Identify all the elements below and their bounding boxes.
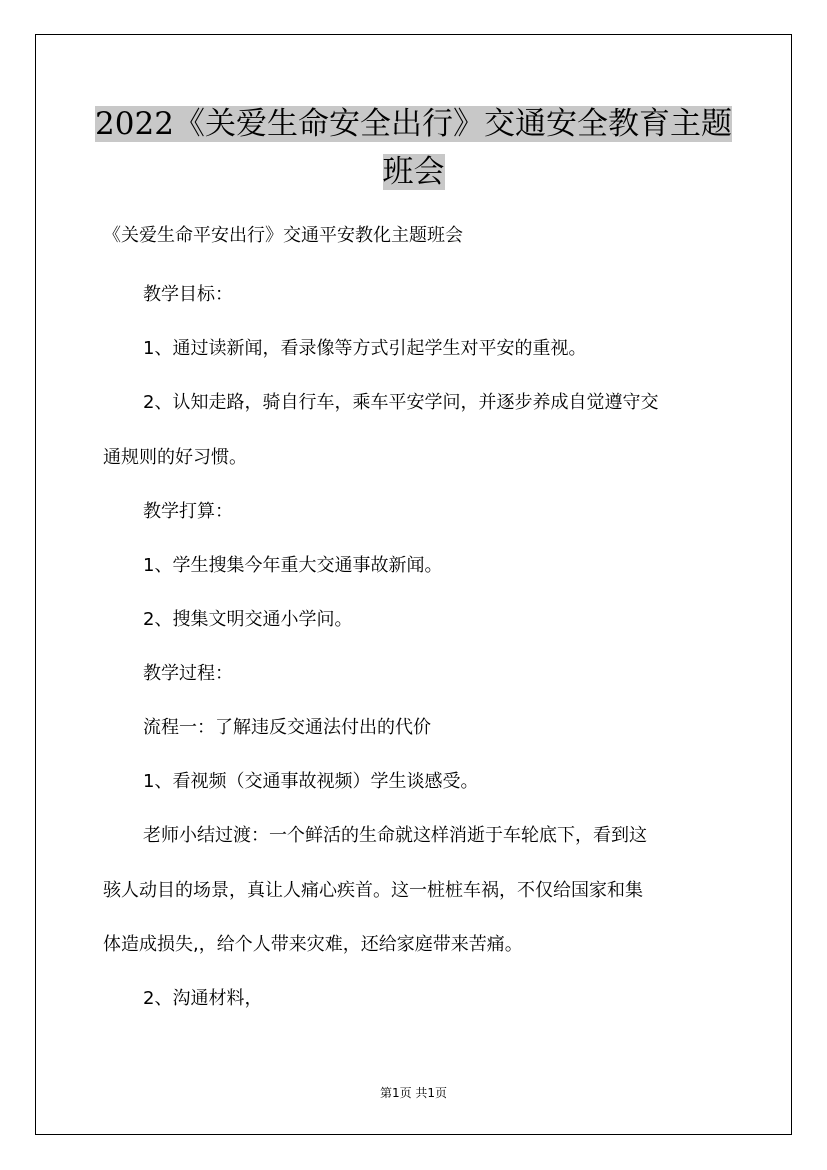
paragraph: 1、学生搜集今年重大交通事故新闻。 [143, 555, 443, 576]
paragraph: 老师小结过渡：一个鲜活的生命就这样消逝于车轮底下，看到这 [143, 825, 647, 846]
paragraph: 1、通过读新闻，看录像等方式引起学生对平安的重视。 [143, 338, 587, 359]
paragraph: 通规则的好习惯。 [103, 447, 247, 468]
section-heading: 教学过程： [143, 663, 233, 684]
paragraph: 骇人动目的场景，真让人痛心疾首。这一桩桩车祸，不仅给国家和集 [103, 880, 643, 901]
paragraph: 流程一：了解违反交通法付出的代价 [143, 717, 431, 738]
paragraph: 2、沟通材料， [143, 988, 263, 1009]
section-heading: 教学目标： [143, 284, 233, 305]
subtitle: 《关爱生命平安出行》交通平安教化主题班会 [103, 225, 463, 246]
section-heading: 教学打算： [143, 501, 233, 522]
document-title [60, 100, 767, 196]
paragraph: 体造成损失,，给个人带来灾难，还给家庭带来苦痛。 [103, 934, 523, 955]
paragraph: 1、看视频（交通事故视频）学生谈感受。 [143, 771, 479, 792]
paragraph: 2、认知走路，骑自行车，乘车平安学问，并逐步养成自觉遵守交 [143, 392, 659, 413]
paragraph: 2、搜集文明交通小学问。 [143, 609, 353, 630]
title-line-1: 2022《关爱生命安全出行》交通安全教育主题 [95, 106, 732, 142]
title-line-2: 班会 [382, 154, 445, 190]
page-border [35, 34, 792, 1135]
page-footer: 第1页 共1页 [379, 1086, 448, 1100]
